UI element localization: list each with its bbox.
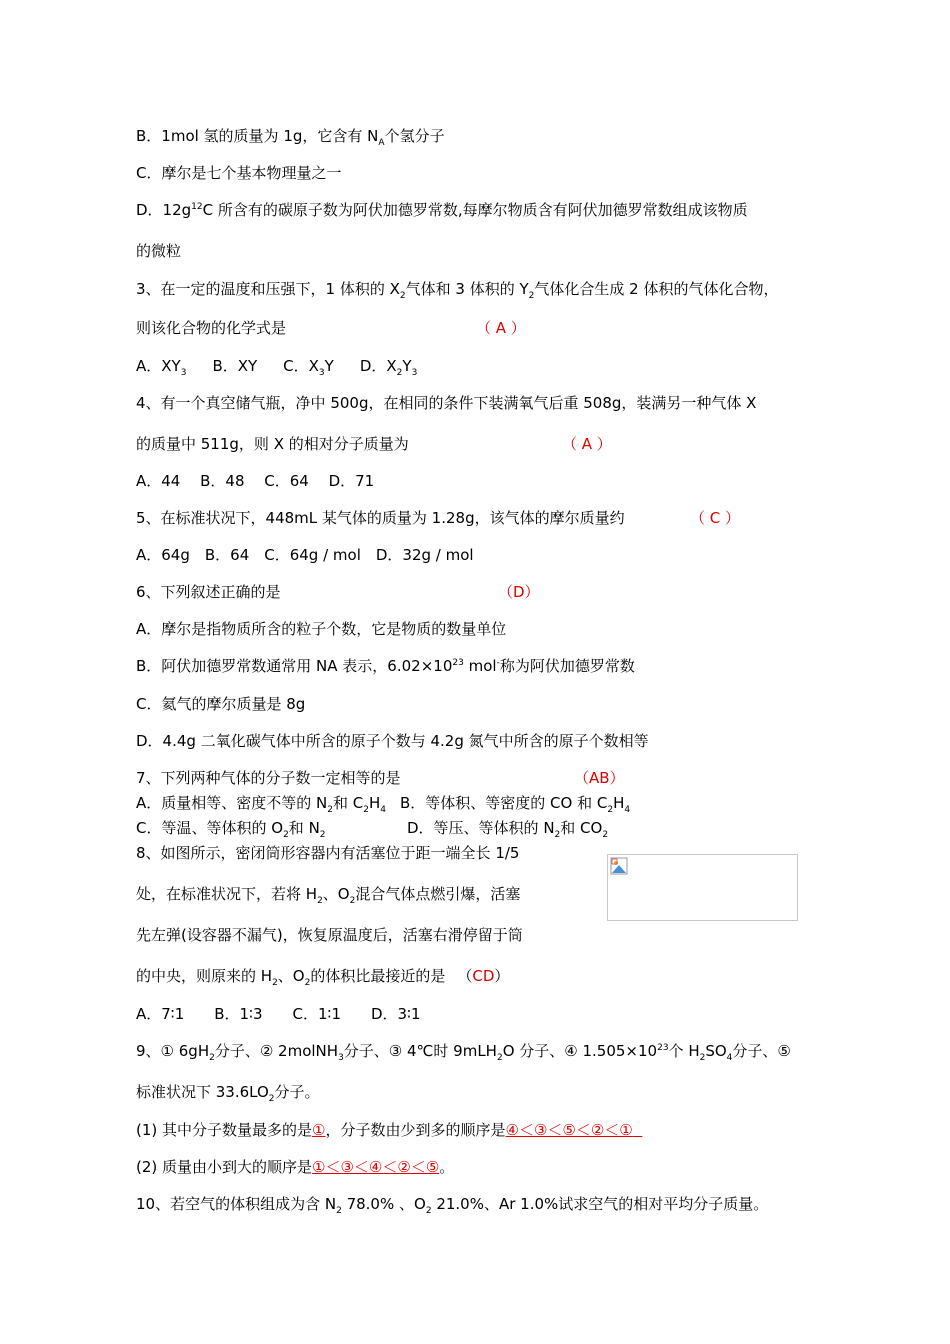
q2-option-d: D．$12g^{12}C$ 所含有的碳原子数为阿伏加德罗常数,每摩尔物质含有阿伏加德罗常数组成该物质 bbox=[136, 201, 748, 219]
q2-option-d-cont: 的微粒 bbox=[136, 242, 182, 260]
q6-option-c: C．氦气的摩尔质量是 8g bbox=[136, 695, 306, 713]
q9-part-2: (2) 质量由小到大的顺序是①＜③＜④＜②＜⑤。 bbox=[136, 1158, 455, 1176]
q5-stem: 5、在标准状况下，448mL 某气体的质量为 1.28g，该气体的摩尔质量约 bbox=[136, 509, 625, 527]
q3-stem-cont: 则该化合物的化学式是 bbox=[136, 319, 287, 337]
q3-stem: 3、在一定的温度和压强下，1 体积的 $X_2$气体和 3 体积的 $Y_2$气体化合生成 2 体积的气体化合物， bbox=[136, 280, 779, 301]
q8-stem-line4: 的中央，则原来的 $H_2$、$O_2$的体积比最接近的是 （CD） bbox=[136, 967, 510, 988]
q9-stem-cont: 标准状况下 $33.6LO_2$分子。 bbox=[136, 1083, 320, 1104]
q4-stem-cont: 的质量中 511g，则 X 的相对分子质量为 bbox=[136, 435, 409, 453]
q9-part-1: (1) 其中分子数量最多的是①，分子数由少到多的顺序是④＜③＜⑤＜②＜① bbox=[136, 1121, 633, 1139]
q6-option-d: D．4.4g 二氧化碳气体中所含的原子个数与 4.2g 氮气中所含的原子个数相等 bbox=[136, 732, 649, 750]
q7-options-ab: A．质量相等、密度不等的 $N_2$和 $C_2H_4$ B．等体积、等密度的 CO 和 $C_2H_4$ bbox=[136, 794, 631, 815]
q6-stem: 6、下列叙述正确的是 bbox=[136, 583, 281, 601]
q5-answer: （ C ） bbox=[690, 509, 741, 527]
q10-stem: 10、若空气的体积组成为含 $N_2$ 78.0% 、$O_2$ 21.0%、Ar 1.0%试求空气的相对平均分子质量。 bbox=[136, 1195, 769, 1216]
q8-answer: CD bbox=[472, 967, 495, 985]
q3-options: A．$XY_3$ B．XY C．$X_3Y$ D．$X_2Y_3$ bbox=[136, 357, 418, 378]
q3-answer: （ A ） bbox=[476, 319, 526, 337]
q8-stem: 8、如图所示，密闭筒形容器内有活塞位于距一端全长 1/5 bbox=[136, 844, 520, 862]
q6-option-b: B．阿伏加德罗常数通常用 NA 表示，$6.02\times 10^{23}$ mol-称为阿伏加德罗常数 bbox=[136, 657, 635, 675]
q8-options: A．7∶1 B．1∶3 C．1∶1 D．3∶1 bbox=[136, 1005, 421, 1023]
q6-option-a: A．摩尔是指物质所含的粒子个数，它是物质的数量单位 bbox=[136, 620, 507, 638]
q9-answer-1a: ① bbox=[312, 1121, 326, 1139]
q7-option-d: D．等压、等体积的 $N_2$和 $CO_2$ bbox=[407, 819, 609, 840]
q6-answer: （D） bbox=[498, 583, 540, 601]
q9-stem: 9、① $6gH_2$分子、② 2molNH$_3$分子、③ 4℃时 9mLH$_2$O 分子、④ $1.505\times 10^{23}$个 $H_2SO_4$分子、⑤ bbox=[136, 1042, 791, 1063]
q2-option-b: B．1mol 氢的质量为 1g，它含有 $N_A$个氢分子 bbox=[136, 127, 445, 148]
q4-stem: 4、有一个真空储气瓶，净中 500g，在相同的条件下装满氧气后重 508g，装满另一种气体 X bbox=[136, 394, 757, 412]
q2-option-c: C．摩尔是七个基本物理量之一 bbox=[136, 164, 342, 182]
q9-answer-1b: ④＜③＜⑤＜②＜① bbox=[505, 1121, 633, 1139]
q9-answer-2: ①＜③＜④＜②＜⑤ bbox=[312, 1158, 440, 1176]
q7-option-c: C．等温、等体积的 $O_2$和 $N_2$ bbox=[136, 819, 326, 840]
q8-stem-line3: 先左弹(设容器不漏气)，恢复原温度后，活塞右滑停留于筒 bbox=[136, 926, 523, 944]
q7-stem: 7、下列两种气体的分子数一定相等的是 bbox=[136, 769, 401, 787]
q4-answer: （ A ） bbox=[562, 435, 612, 453]
q8-stem-line2: 处，在标准状况下，若将 $H_2$、$O_2$混合气体点燃引爆，活塞 bbox=[136, 885, 521, 906]
q8-figure bbox=[607, 854, 798, 921]
q4-options: A．44 B．48 C．64 D．71 bbox=[136, 472, 375, 490]
q5-options: A．64g B．64 C．64g / mol D．32g / mol bbox=[136, 546, 474, 564]
broken-image-icon bbox=[610, 857, 628, 875]
q7-answer: （AB） bbox=[574, 769, 625, 787]
